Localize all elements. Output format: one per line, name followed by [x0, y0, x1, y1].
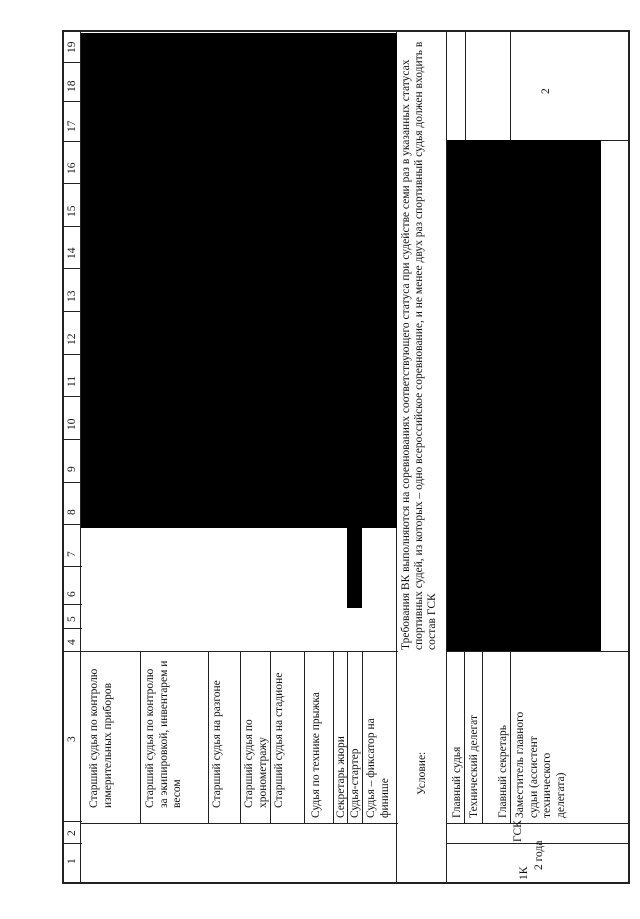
- position-label: Судья-стартер: [349, 748, 361, 818]
- row-sep: [140, 651, 141, 823]
- col-sep: [62, 62, 82, 63]
- col-sep: [62, 311, 82, 312]
- col-sep: [62, 566, 82, 567]
- redacted-block: [347, 528, 362, 608]
- gsk-position: Заместитель главного судьи (ассистент технического делегата): [514, 711, 567, 818]
- gsk-value: 2: [540, 88, 552, 94]
- position-label: Старший судья на разгоне: [211, 680, 223, 808]
- position-label: Старший судья по контролю измерительных приборов: [88, 668, 114, 808]
- position-label: Старший судья на стадионе: [273, 672, 285, 808]
- row-sep: [333, 651, 334, 823]
- col-sep: [62, 268, 82, 269]
- col-sep: [62, 482, 82, 483]
- condition-text: Требования ВК выполняются на соревнованиях соответствующего статуса при судействе семи раз в указанных статусах спортивных судей, из которых – одно всероссийское соревнование, и не менее двух раз спортивный судья должен входить в состав ГСК: [400, 41, 438, 650]
- col-header-5: 5: [66, 616, 78, 622]
- col-header-14: 14: [66, 247, 78, 259]
- col-sep: [80, 651, 398, 652]
- border-bottom: [62, 882, 630, 884]
- col-header-10: 10: [66, 418, 78, 430]
- col-sep: [62, 843, 82, 844]
- position-label: Старший судья по контролю за экипировкой, инвентарем и весом: [144, 660, 183, 808]
- col-sep: [62, 651, 82, 652]
- col-sep: [80, 823, 398, 824]
- row-sep: [270, 651, 271, 823]
- col-header-12: 12: [66, 333, 78, 345]
- col-sep: [62, 821, 82, 822]
- col-header-9: 9: [66, 466, 78, 472]
- col-header-2: 2: [66, 830, 78, 836]
- row-sep: [482, 651, 483, 823]
- col-header-15: 15: [66, 205, 78, 217]
- col-sep: [62, 354, 82, 355]
- position-label: Судья по технике прыжка: [310, 692, 322, 818]
- col-sep: [62, 439, 82, 440]
- col-sep: [62, 141, 82, 142]
- col-sep: [62, 604, 82, 605]
- gsk-label: ГСК: [512, 820, 524, 842]
- period-label: 2 года: [533, 840, 545, 870]
- border-left: [62, 30, 64, 884]
- col-sep: [62, 396, 82, 397]
- col-sep: [62, 183, 82, 184]
- col-sep: [62, 226, 82, 227]
- col-header-19: 19: [66, 41, 78, 53]
- col-sep: [62, 524, 82, 525]
- row-sep: [465, 30, 466, 140]
- col-sep: [62, 101, 82, 102]
- row-sep: [304, 651, 305, 823]
- col-header-8: 8: [66, 509, 78, 515]
- col-header-3: 3: [66, 736, 78, 742]
- position-label: Судья – фиксатор на финише: [365, 718, 391, 818]
- col-header-6: 6: [66, 591, 78, 597]
- gsk-position: Технический делегат: [468, 715, 480, 818]
- border-right: [628, 30, 630, 884]
- position-label: Секретарь жюри: [335, 736, 347, 818]
- col-header-18: 18: [66, 80, 78, 92]
- col-header-4: 4: [66, 639, 78, 645]
- border-top: [62, 30, 630, 32]
- row-sep: [240, 651, 241, 823]
- gsk-position: Главный судья: [451, 746, 463, 818]
- redacted-block: [81, 33, 397, 528]
- col-sep: [446, 651, 630, 652]
- col-header-17: 17: [66, 120, 78, 132]
- condition-label: Условие:: [416, 751, 428, 795]
- col-sep: [62, 628, 82, 629]
- col-header-11: 11: [66, 375, 78, 387]
- rank-label: 1К: [518, 866, 530, 880]
- col-header-13: 13: [66, 290, 78, 302]
- col-header-1: 1: [66, 858, 78, 864]
- col-header-7: 7: [66, 551, 78, 557]
- row-sep: [208, 651, 209, 823]
- position-label: Старший судья по хронометражу: [243, 719, 269, 808]
- gsk-position: Главный секретарь: [497, 724, 509, 818]
- row-sep: [510, 30, 511, 140]
- redacted-block: [447, 140, 601, 651]
- col-sep: [446, 823, 630, 824]
- col-header-16: 16: [66, 162, 78, 174]
